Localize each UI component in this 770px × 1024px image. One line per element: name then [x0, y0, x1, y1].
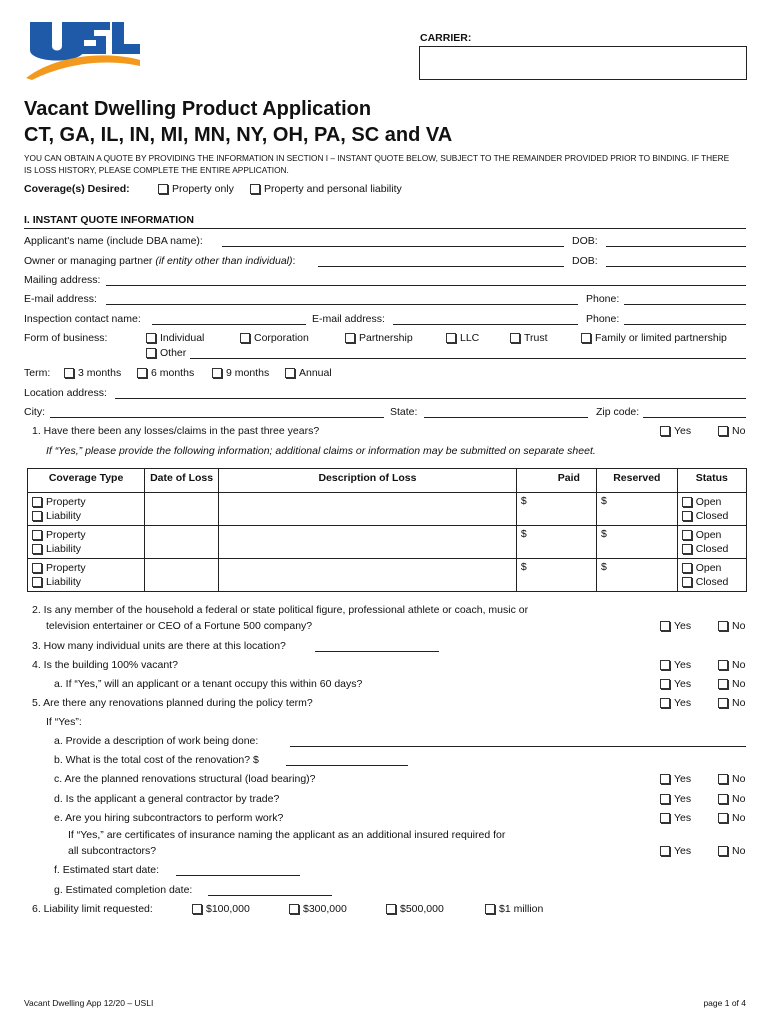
checkbox-icon: [660, 846, 670, 856]
location-field[interactable]: [115, 398, 746, 399]
inspection-field[interactable]: [152, 324, 306, 325]
q5e-sub-no[interactable]: No: [718, 845, 745, 857]
q3-field[interactable]: [315, 651, 439, 652]
term-6-months[interactable]: 6 months: [137, 367, 194, 379]
checkbox-icon: [32, 511, 42, 521]
loss-table-header: [28, 469, 747, 493]
email-label: E-mail address:: [24, 293, 97, 305]
q1-no[interactable]: No: [718, 425, 745, 437]
dob-field[interactable]: [606, 246, 746, 247]
q4-yes[interactable]: Yes: [660, 659, 691, 671]
checkbox-icon: [718, 679, 728, 689]
checkbox-icon: [64, 368, 74, 378]
inspection-label: Inspection contact name:: [24, 313, 141, 325]
coverage-liability-option[interactable]: Liability: [32, 542, 140, 556]
table-row: [28, 559, 747, 592]
checkbox-icon: [718, 813, 728, 823]
paid-cell[interactable]: $: [516, 526, 596, 559]
checkbox-icon: [660, 774, 670, 784]
checkbox-icon: [682, 530, 692, 540]
q5a-field[interactable]: [290, 746, 746, 747]
reserved-cell[interactable]: $: [596, 493, 677, 526]
coverage-property-option[interactable]: Property: [32, 561, 140, 575]
q5e-yes[interactable]: Yes: [660, 812, 691, 824]
loss-history-table: [27, 468, 747, 592]
q4a-yes[interactable]: Yes: [660, 678, 691, 690]
coverage-label: Coverage(s) Desired:: [24, 183, 130, 195]
state-label: State:: [390, 406, 418, 418]
q1-text: 1. Have there been any losses/claims in the past three years?: [32, 425, 320, 437]
table-row: [28, 526, 747, 559]
carrier-field[interactable]: [419, 46, 747, 80]
q5-yes[interactable]: Yes: [660, 697, 691, 709]
applicant-label: Applicant's name (include DBA name):: [24, 235, 203, 247]
description-cell[interactable]: [219, 493, 517, 526]
zip-label: Zip code:: [596, 406, 640, 418]
reserved-cell[interactable]: $: [596, 526, 677, 559]
checkbox-icon: [32, 530, 42, 540]
term-annual[interactable]: Annual: [285, 367, 332, 379]
q5-if-yes: If “Yes”:: [46, 716, 82, 728]
checkbox-icon: [32, 577, 42, 587]
checkbox-icon: [137, 368, 147, 378]
checkbox-icon: [660, 660, 670, 670]
checkbox-icon: [718, 426, 728, 436]
q5c-text: c. Are the planned renovations structural (load bearing)?: [54, 773, 316, 785]
form-trust[interactable]: Trust: [510, 332, 548, 344]
checkbox-icon: [446, 333, 456, 343]
phone-label: Phone:: [586, 293, 620, 305]
status-cell: [677, 559, 746, 592]
footer-page-number: page 1 of 4: [703, 998, 746, 1008]
q3-text: 3. How many individual units are there at this location?: [32, 640, 286, 652]
description-cell[interactable]: [219, 559, 517, 592]
checkbox-icon: [718, 660, 728, 670]
checkbox-icon: [240, 333, 250, 343]
owner-dob-label: DOB:: [572, 255, 598, 267]
form-partnership[interactable]: Partnership: [345, 332, 413, 344]
reserved-cell[interactable]: $: [596, 559, 677, 592]
header-reserved: Reserved: [596, 469, 677, 493]
paid-cell[interactable]: $: [516, 559, 596, 592]
mailing-label: Mailing address:: [24, 274, 101, 286]
header-description: Description of Loss: [219, 469, 517, 493]
checkbox-icon: [682, 497, 692, 507]
q4a-no[interactable]: No: [718, 678, 745, 690]
status-open-option[interactable]: Open: [682, 561, 742, 575]
header-coverage-type: Coverage Type: [28, 469, 145, 493]
q5f-field[interactable]: [176, 875, 300, 876]
checkbox-icon: [718, 794, 728, 804]
coverage-property-liability[interactable]: Property and personal liability: [250, 183, 402, 195]
mailing-field[interactable]: [106, 285, 746, 286]
term-label: Term:: [24, 367, 51, 379]
q5e-sub-yes[interactable]: Yes: [660, 845, 691, 857]
term-3-months[interactable]: 3 months: [64, 367, 121, 379]
form-llc[interactable]: LLC: [446, 332, 479, 344]
checkbox-icon: [192, 904, 202, 914]
q4a-text: a. If “Yes,” will an applicant or a tenant occupy this within 60 days?: [54, 678, 363, 690]
q5d-yes[interactable]: Yes: [660, 793, 691, 805]
checkbox-icon: [146, 333, 156, 343]
coverage-property-option[interactable]: Property: [32, 528, 140, 542]
header-paid: Paid: [516, 469, 596, 493]
coverage-type-cell: [28, 493, 145, 526]
page-title-line1: Vacant Dwelling Product Application: [24, 98, 372, 120]
checkbox-icon: [660, 813, 670, 823]
dob-label: DOB:: [572, 235, 598, 247]
form-individual[interactable]: Individual: [146, 332, 204, 344]
checkbox-icon: [660, 679, 670, 689]
notice-line2: IS LOSS HISTORY, PLEASE COMPLETE THE ENTIRE APPLICATION.: [24, 165, 289, 175]
q4-text: 4. Is the building 100% vacant?: [32, 659, 178, 671]
q5g-text: g. Estimated completion date:: [54, 884, 193, 896]
checkbox-icon: [212, 368, 222, 378]
term-9-months[interactable]: 9 months: [212, 367, 269, 379]
owner-dob-field[interactable]: [606, 266, 746, 267]
form-other-field[interactable]: [190, 358, 746, 359]
q5a-text: a. Provide a description of work being done:: [54, 735, 259, 747]
checkbox-icon: [510, 333, 520, 343]
checkbox-icon: [250, 184, 260, 194]
status-closed-option[interactable]: Closed: [682, 509, 742, 523]
q5e-text: e. Are you hiring subcontractors to perform work?: [54, 812, 284, 824]
checkbox-icon: [289, 904, 299, 914]
q5e-no[interactable]: No: [718, 812, 745, 824]
city-label: City:: [24, 406, 45, 418]
checkbox-icon: [682, 563, 692, 573]
q5c-no[interactable]: No: [718, 773, 745, 785]
q6-1m[interactable]: $1 million: [485, 903, 543, 915]
checkbox-icon: [32, 563, 42, 573]
q5d-text: d. Is the applicant a general contractor by trade?: [54, 793, 280, 805]
header-status: Status: [677, 469, 746, 493]
checkbox-icon: [386, 904, 396, 914]
q6-300k[interactable]: $300,000: [289, 903, 347, 915]
q5e-sub-line2: all subcontractors?: [68, 845, 157, 857]
q5-text: 5. Are there any renovations planned during the policy term?: [32, 697, 313, 709]
footer-form-id: Vacant Dwelling App 12/20 – USLI: [24, 998, 154, 1008]
checkbox-icon: [718, 846, 728, 856]
checkbox-icon: [682, 577, 692, 587]
date-of-loss-cell[interactable]: [145, 559, 219, 592]
checkbox-icon: [485, 904, 495, 914]
form-family-partnership[interactable]: Family or limited partnership: [581, 332, 727, 344]
description-cell[interactable]: [219, 526, 517, 559]
coverage-type-cell: [28, 526, 145, 559]
status-closed-option[interactable]: Closed: [682, 575, 742, 589]
q6-label: 6. Liability limit requested:: [32, 903, 153, 915]
checkbox-icon: [682, 511, 692, 521]
coverage-liability-option[interactable]: Liability: [32, 575, 140, 589]
location-label: Location address:: [24, 387, 107, 399]
q5g-field[interactable]: [208, 895, 332, 896]
coverage-property-only[interactable]: Property only: [158, 183, 234, 195]
notice-line1: YOU CAN OBTAIN A QUOTE BY PROVIDING THE INFORMATION IN SECTION I – INSTANT QUOTE BELOW, SUBJECT TO THE REMAINDER PROVIDED PRIOR TO BINDING. IF THERE: [24, 153, 730, 163]
inspection-email-label: E-mail address:: [312, 313, 385, 325]
owner-label: Owner or managing partner (if entity other than individual):: [24, 255, 296, 267]
usli-logo: [24, 20, 142, 82]
checkbox-icon: [285, 368, 295, 378]
coverage-property-option[interactable]: Property: [32, 495, 140, 509]
inspection-phone-label: Phone:: [586, 313, 620, 325]
status-cell: [677, 526, 746, 559]
usli-logo-graphic: [24, 20, 142, 82]
form-corporation[interactable]: Corporation: [240, 332, 309, 344]
checkbox-icon: [718, 774, 728, 784]
coverage-type-cell: [28, 559, 145, 592]
q2-no[interactable]: No: [718, 620, 745, 632]
checkbox-icon: [32, 544, 42, 554]
date-of-loss-cell[interactable]: [145, 526, 219, 559]
header-date-of-loss: Date of Loss: [145, 469, 219, 493]
q5c-yes[interactable]: Yes: [660, 773, 691, 785]
paid-cell[interactable]: $: [516, 493, 596, 526]
checkbox-icon: [718, 698, 728, 708]
checkbox-icon: [32, 497, 42, 507]
form-other[interactable]: Other: [146, 347, 186, 359]
page-title-line2: CT, GA, IL, IN, MI, MN, NY, OH, PA, SC and VA: [24, 124, 453, 146]
q6-500k[interactable]: $500,000: [386, 903, 444, 915]
checkbox-icon: [718, 621, 728, 631]
status-closed-option[interactable]: Closed: [682, 542, 742, 556]
date-of-loss-cell[interactable]: [145, 493, 219, 526]
email-field[interactable]: [106, 304, 578, 305]
applicant-field[interactable]: [222, 246, 564, 247]
checkbox-icon: [660, 698, 670, 708]
q1-followup: If “Yes,” please provide the following information; additional claims or information may be submitted on separate sheet.: [46, 445, 596, 457]
q1-yes[interactable]: Yes: [660, 425, 691, 437]
checkbox-icon: [146, 348, 156, 358]
status-open-option[interactable]: Open: [682, 495, 742, 509]
city-field[interactable]: [50, 417, 384, 418]
table-row: [28, 493, 747, 526]
checkbox-icon: [581, 333, 591, 343]
q2-line2: television entertainer or CEO of a Fortune 500 company?: [46, 620, 313, 632]
q5f-text: f. Estimated start date:: [54, 864, 160, 876]
checkbox-icon: [345, 333, 355, 343]
zip-field[interactable]: [643, 417, 746, 418]
inspection-phone-field[interactable]: [624, 324, 746, 325]
checkbox-icon: [660, 426, 670, 436]
checkbox-icon: [682, 544, 692, 554]
status-cell: [677, 493, 746, 526]
section1-rule: [24, 228, 746, 229]
checkbox-icon: [660, 794, 670, 804]
q5-no[interactable]: No: [718, 697, 745, 709]
q6-100k[interactable]: $100,000: [192, 903, 250, 915]
q2-yes[interactable]: Yes: [660, 620, 691, 632]
q5e-sub-line1: If “Yes,” are certificates of insurance naming the applicant as an additional insured required for: [68, 829, 506, 841]
phone-field[interactable]: [624, 304, 746, 305]
checkbox-icon: [158, 184, 168, 194]
status-open-option[interactable]: Open: [682, 528, 742, 542]
owner-field[interactable]: [318, 266, 564, 267]
q4-no[interactable]: No: [718, 659, 745, 671]
section1-heading: I. INSTANT QUOTE INFORMATION: [24, 214, 194, 226]
q5b-field[interactable]: [286, 765, 408, 766]
carrier-label: CARRIER:: [420, 32, 472, 44]
form-of-business-label: Form of business:: [24, 332, 108, 344]
q2-line1: 2. Is any member of the household a federal or state political figure, professional athlete or coach, music or: [32, 604, 529, 616]
inspection-email-field[interactable]: [393, 324, 578, 325]
checkbox-icon: [660, 621, 670, 631]
q5d-no[interactable]: No: [718, 793, 745, 805]
coverage-liability-option[interactable]: Liability: [32, 509, 140, 523]
q5b-text: b. What is the total cost of the renovation? $: [54, 754, 259, 766]
state-field[interactable]: [424, 417, 588, 418]
